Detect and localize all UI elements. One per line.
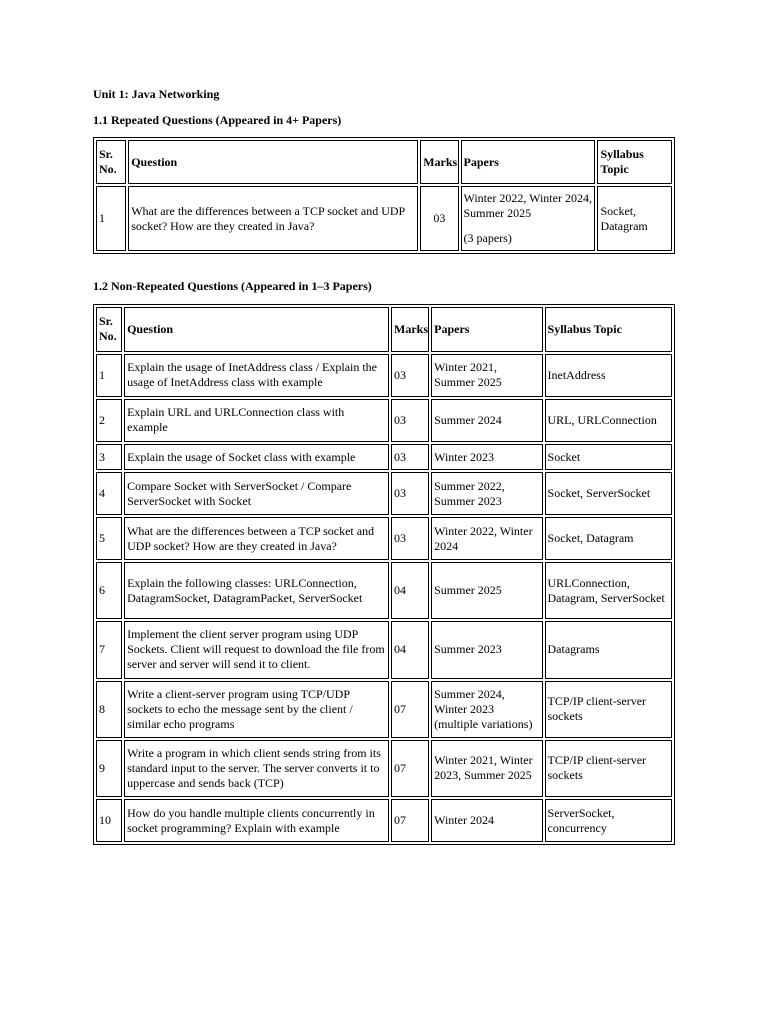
cell-question: What are the differences between a TCP socket and UDP socket? How are they created in Java? — [128, 186, 418, 251]
cell-sr-no: 2 — [96, 399, 122, 442]
cell-syllabus-topic: Socket, Datagram — [597, 186, 672, 251]
header-marks: Marks — [391, 307, 429, 352]
cell-marks: 03 — [391, 399, 429, 442]
header-marks: Marks — [420, 140, 458, 184]
cell-sr-no: 4 — [96, 472, 122, 515]
table-row — [96, 681, 672, 738]
papers-list: Winter 2022, Winter 2024, Summer 2025 — [463, 191, 592, 220]
cell-sr-no: 9 — [96, 740, 122, 797]
cell-sr-no: 10 — [96, 799, 122, 842]
table-row — [96, 740, 672, 797]
cell-marks: 07 — [391, 740, 429, 797]
cell-marks: 03 — [391, 444, 429, 471]
cell-papers: Summer 2023 — [431, 621, 542, 678]
cell-syllabus-topic: TCP/IP client-server sockets — [545, 681, 672, 738]
cell-syllabus-topic: URL, URLConnection — [545, 399, 672, 442]
repeated-questions-table — [93, 137, 675, 254]
table-row — [96, 186, 672, 251]
cell-question: Explain the following classes: URLConnection, DatagramSocket, DatagramPacket, ServerSocket — [124, 562, 389, 619]
cell-papers: Winter 2023 — [431, 444, 542, 471]
cell-papers: Summer 2025 — [431, 562, 542, 619]
cell-marks: 03 — [391, 472, 429, 515]
table-row — [96, 517, 672, 560]
cell-papers: Winter 2024 — [431, 799, 542, 842]
header-question: Question — [124, 307, 389, 352]
cell-sr-no: 6 — [96, 562, 122, 619]
cell-syllabus-topic: Socket — [545, 444, 672, 471]
cell-marks: 07 — [391, 799, 429, 842]
header-sr-no: Sr. No. — [96, 307, 122, 352]
cell-question: Explain the usage of InetAddress class / Explain the usage of InetAddress class with example — [124, 354, 389, 397]
table-row — [96, 472, 672, 515]
cell-papers: Summer 2022, Summer 2023 — [431, 472, 542, 515]
cell-marks: 03 — [391, 517, 429, 560]
cell-sr-no: 3 — [96, 444, 122, 471]
table-row — [96, 799, 672, 842]
non-repeated-questions-table — [93, 304, 675, 845]
cell-marks: 04 — [391, 562, 429, 619]
cell-syllabus-topic: URLConnection, Datagram, ServerSocket — [545, 562, 672, 619]
table-header-row — [96, 140, 672, 184]
cell-marks: 07 — [391, 681, 429, 738]
cell-question: Write a program in which client sends string from its standard input to the server. The server converts it to uppercase and sends back (TCP) — [124, 740, 389, 797]
cell-question: Explain the usage of Socket class with example — [124, 444, 389, 471]
cell-syllabus-topic: TCP/IP client-server sockets — [545, 740, 672, 797]
cell-sr-no: 5 — [96, 517, 122, 560]
cell-question: Implement the client server program using UDP Sockets. Client will request to download the file from server and server will send it to client. — [124, 621, 389, 678]
cell-syllabus-topic: Socket, Datagram — [545, 517, 672, 560]
cell-sr-no: 1 — [96, 186, 126, 251]
header-sr-no: Sr. No. — [96, 140, 126, 184]
papers-count-note: (3 papers) — [463, 231, 512, 245]
header-syllabus-topic: Syllabus Topic — [545, 307, 672, 352]
cell-sr-no: 1 — [96, 354, 122, 397]
table-row — [96, 399, 672, 442]
cell-marks: 03 — [420, 186, 458, 251]
table-row — [96, 354, 672, 397]
section-1-title: 1.1 Repeated Questions (Appeared in 4+ Papers) — [93, 113, 342, 127]
cell-papers: Summer 2024 — [431, 399, 542, 442]
table-row — [96, 621, 672, 678]
header-question: Question — [128, 140, 418, 184]
table-row — [96, 562, 672, 619]
unit-title: Unit 1: Java Networking — [93, 87, 220, 101]
cell-syllabus-topic: ServerSocket, concurrency — [545, 799, 672, 842]
cell-question: How do you handle multiple clients concurrently in socket programming? Explain with example — [124, 799, 389, 842]
cell-marks: 03 — [391, 354, 429, 397]
cell-question: What are the differences between a TCP socket and UDP socket? How are they created in Java? — [124, 517, 389, 560]
header-papers: Papers — [431, 307, 542, 352]
header-syllabus-topic: Syllabus Topic — [597, 140, 672, 184]
cell-papers: Summer 2024, Winter 2023 (multiple variations) — [431, 681, 542, 738]
cell-question: Explain URL and URLConnection class with example — [124, 399, 389, 442]
cell-syllabus-topic: InetAddress — [545, 354, 672, 397]
table-row — [96, 444, 672, 471]
cell-papers: Winter 2021, Winter 2023, Summer 2025 — [431, 740, 542, 797]
header-papers: Papers — [461, 140, 596, 184]
cell-question: Write a client-server program using TCP/UDP sockets to echo the message sent by the client / similar echo programs — [124, 681, 389, 738]
section-2-title: 1.2 Non-Repeated Questions (Appeared in 1–3 Papers) — [93, 279, 372, 293]
cell-sr-no: 8 — [96, 681, 122, 738]
cell-papers: Winter 2021, Summer 2025 — [431, 354, 542, 397]
cell-question: Compare Socket with ServerSocket / Compare ServerSocket with Socket — [124, 472, 389, 515]
cell-syllabus-topic: Socket, ServerSocket — [545, 472, 672, 515]
cell-papers: Winter 2022, Winter 2024 — [431, 517, 542, 560]
cell-marks: 04 — [391, 621, 429, 678]
cell-syllabus-topic: Datagrams — [545, 621, 672, 678]
cell-sr-no: 7 — [96, 621, 122, 678]
table-header-row — [96, 307, 672, 352]
cell-papers — [461, 186, 596, 251]
